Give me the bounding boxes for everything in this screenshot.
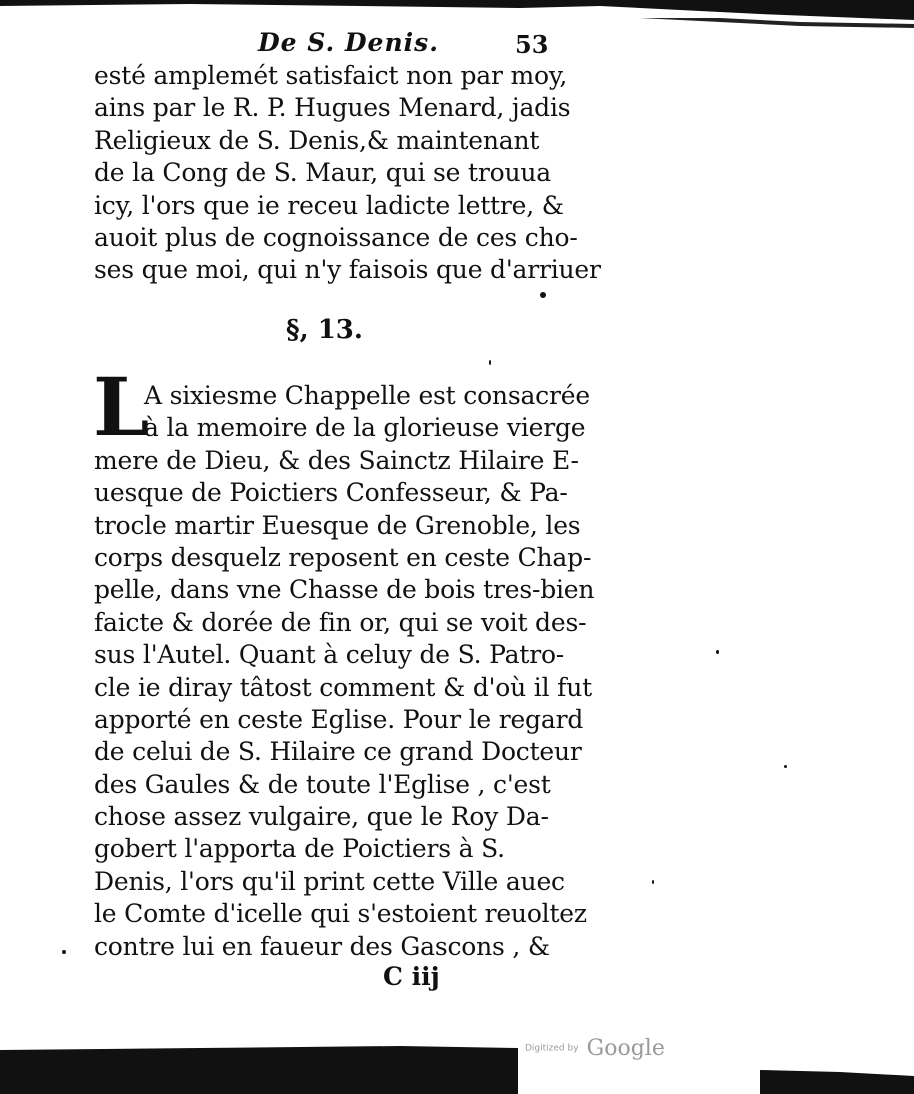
text-line: Religieux de S. Denis,& maintenant (94, 125, 540, 155)
paragraph-1 (94, 60, 601, 287)
text-line: corps desquelz reposent en ceste Chap- (94, 542, 592, 572)
text-line: sus l'Autel. Quant à celuy de S. Patro- (94, 640, 565, 670)
text-line: cle ie diray tâtost comment & d'où il fut (94, 672, 592, 702)
scan-speck (716, 650, 719, 654)
signature-mark: C iij (383, 962, 440, 991)
text-line: A sixiesme Chappelle est consacrée (144, 381, 590, 410)
running-title: De S. Denis. (258, 28, 439, 57)
text-line: pelle, dans vne Chasse de bois tres-bien (94, 575, 595, 605)
text-line: des Gaules & de toute l'Eglise , c'est (94, 769, 551, 799)
text-line: apporté en ceste Eglise. Pour le regard (94, 704, 584, 734)
text-line: icy, l'ors que ie receu ladicte lettre, & (94, 190, 564, 220)
text-line: chose assez vulgaire, que le Roy Da- (94, 802, 549, 832)
text-line: contre lui en faueur des Gascons , & (94, 931, 550, 961)
text-line: ains par le R. P. Hugues Menard, jadis (94, 93, 571, 123)
scan-speck (784, 765, 787, 768)
text-line: gobert l'apporta de Poictiers à S. (94, 834, 505, 864)
text-line: Denis, l'ors qu'il print cette Ville auec (94, 866, 565, 896)
text-line: esté amplemét satisfaict non par moy, (94, 61, 568, 90)
paragraph-2 (94, 380, 595, 963)
scan-speck (540, 292, 546, 298)
text-line: de la Cong de S. Maur, qui se trouua (94, 158, 551, 188)
watermark-prefix: Digitized by (525, 1043, 579, 1054)
text-line: à la memoire de la glorieuse vierge (144, 413, 586, 443)
text-line: mere de Dieu, & des Sainctz Hilaire E- (94, 445, 579, 475)
running-head (0, 22, 914, 62)
text-line: auoit plus de cognoissance de ces cho- (94, 222, 578, 252)
drop-cap: L (93, 360, 150, 454)
text-line: ses que moi, qui n'y faisois que d'arriuer (94, 255, 601, 285)
text-line: faicte & dorée de fin or, qui se voit des- (94, 607, 587, 637)
digitization-watermark (525, 1036, 665, 1061)
google-logo: Google (586, 1036, 665, 1061)
text-line: le Comte d'icelle qui s'estoient reuoltez (94, 899, 587, 929)
scan-bottom-edge (0, 1030, 914, 1094)
page-number: 53 (515, 30, 549, 59)
section-number: §, 13. (286, 315, 363, 345)
text-line: trocle martir Euesque de Grenoble, les (94, 510, 581, 540)
scan-speck (652, 880, 654, 884)
scan-speck (62, 950, 66, 954)
scan-speck (489, 360, 491, 365)
text-line: uesque de Poictiers Confesseur, & Pa- (94, 478, 568, 508)
text-line: de celui de S. Hilaire ce grand Docteur (94, 737, 582, 767)
